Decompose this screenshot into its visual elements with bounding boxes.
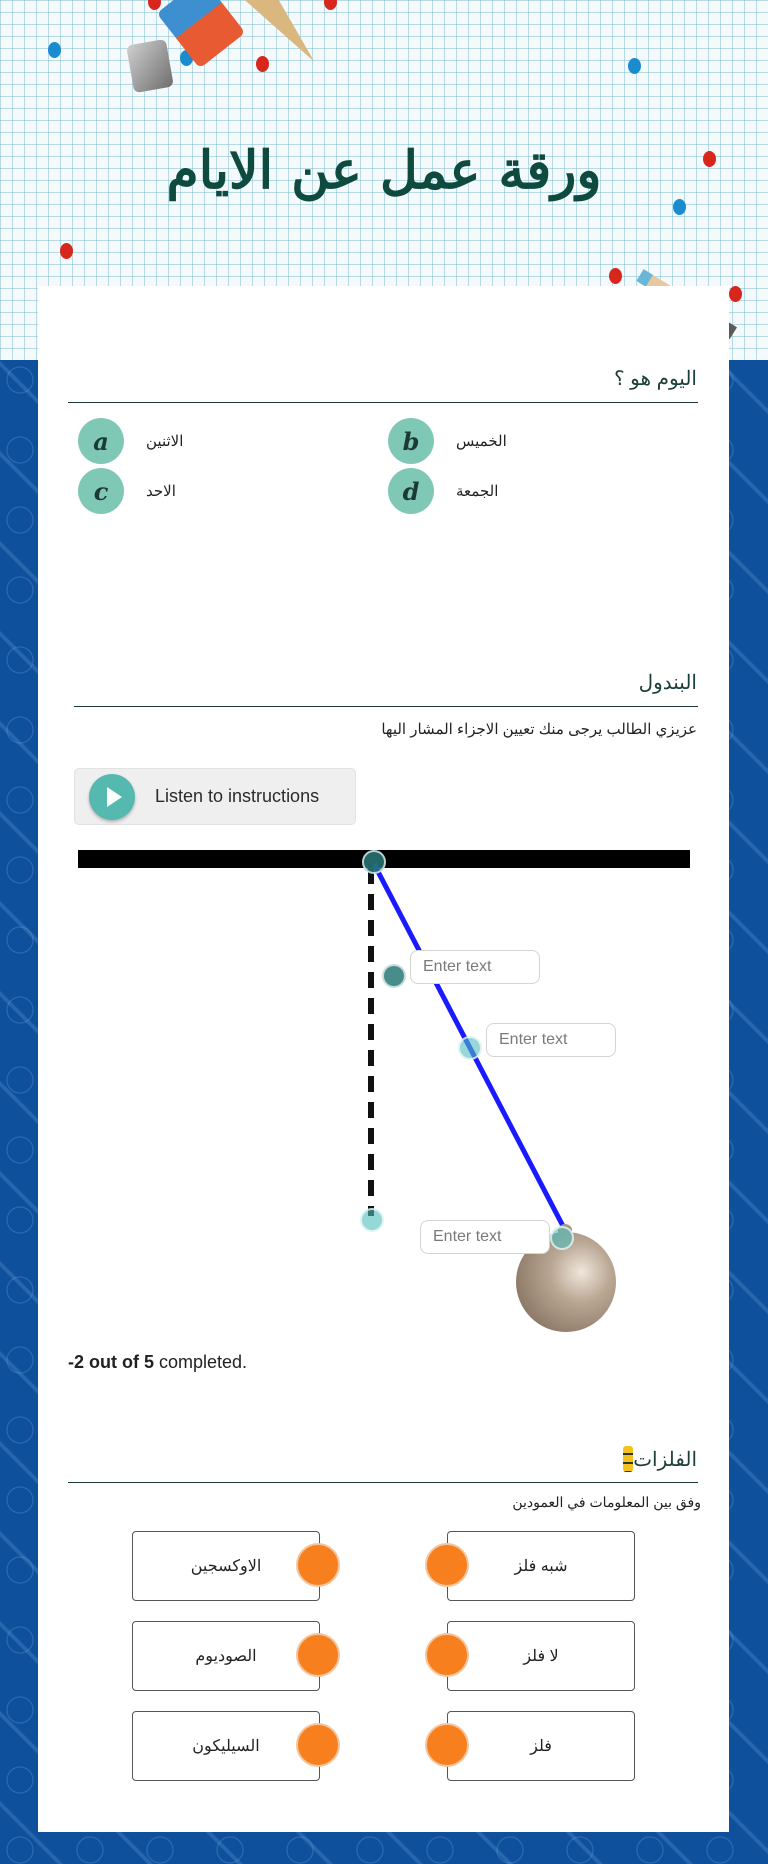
option-a[interactable]	[78, 418, 183, 464]
label-input-1[interactable]	[410, 950, 540, 984]
option-label: الاحد	[146, 483, 176, 500]
decor-dot	[48, 42, 61, 58]
emoji-icon	[623, 1446, 633, 1472]
hotspot-2[interactable]	[458, 1036, 482, 1060]
decor-dot	[256, 56, 269, 72]
match-connector-dot[interactable]	[425, 1543, 469, 1587]
match-right-item[interactable]: لا فلز	[447, 1621, 635, 1691]
option-label: الجمعة	[456, 483, 499, 500]
question-title	[621, 1446, 697, 1472]
completion-count: -2 out of 5	[68, 1352, 154, 1372]
listen-instructions-button[interactable]	[74, 768, 356, 825]
completion-status	[68, 1352, 247, 1373]
match-right-item[interactable]: شبه فلز	[447, 1531, 635, 1601]
decor-dot	[60, 243, 73, 259]
decor-dot	[609, 268, 622, 284]
option-letter-badge: a	[78, 418, 124, 464]
decor-dot	[628, 58, 641, 74]
listen-label: Listen to instructions	[155, 786, 320, 806]
option-label: الخميس	[456, 433, 507, 450]
match-connector-dot[interactable]	[296, 1633, 340, 1677]
option-letter-badge: c	[78, 468, 124, 514]
divider	[68, 402, 698, 403]
decor-dot	[729, 286, 742, 302]
question-instruction: وفق بين المعلومات في العمودين	[512, 1494, 701, 1510]
option-label: الاثنين	[146, 433, 184, 450]
decor-dot	[673, 199, 686, 215]
hotspot-3[interactable]	[360, 1208, 384, 1232]
hotspot-4[interactable]	[550, 1226, 574, 1250]
match-left-item[interactable]: الاوكسجين	[132, 1531, 320, 1601]
pendulum-diagram	[38, 836, 729, 1336]
match-connector-dot[interactable]	[425, 1723, 469, 1767]
match-right-item[interactable]: فلز	[447, 1711, 635, 1781]
option-letter-badge: d	[388, 468, 434, 514]
play-icon	[89, 774, 135, 820]
match-left-item[interactable]: الصوديوم	[132, 1621, 320, 1691]
match-connector-dot[interactable]	[425, 1633, 469, 1677]
question-title: اليوم هو ؟	[613, 368, 697, 390]
sharpener-icon	[126, 39, 174, 93]
option-c[interactable]	[78, 468, 176, 514]
match-connector-dot[interactable]	[296, 1543, 340, 1587]
hotspot-1[interactable]	[382, 964, 406, 988]
option-letter-badge: b	[388, 418, 434, 464]
question-title: البندول	[638, 672, 697, 694]
label-input-3[interactable]	[420, 1220, 550, 1254]
hotspot-pivot[interactable]	[362, 850, 386, 874]
label-input-2[interactable]	[486, 1023, 616, 1057]
completion-suffix: completed.	[154, 1352, 248, 1372]
option-b[interactable]	[388, 418, 507, 464]
question-title-text: الفلزات	[633, 1448, 697, 1471]
match-connector-dot[interactable]	[296, 1723, 340, 1767]
divider	[68, 1482, 698, 1483]
question-instruction: عزيزي الطالب يرجى منك تعيين الاجزاء المشار اليها	[381, 721, 697, 738]
divider	[74, 706, 698, 707]
option-d[interactable]	[388, 468, 498, 514]
pendulum-lines	[38, 836, 729, 1336]
page-title: ورقة عمل عن الايام	[166, 140, 602, 201]
worksheet-card	[38, 286, 729, 1832]
match-left-item[interactable]: السيليكون	[132, 1711, 320, 1781]
